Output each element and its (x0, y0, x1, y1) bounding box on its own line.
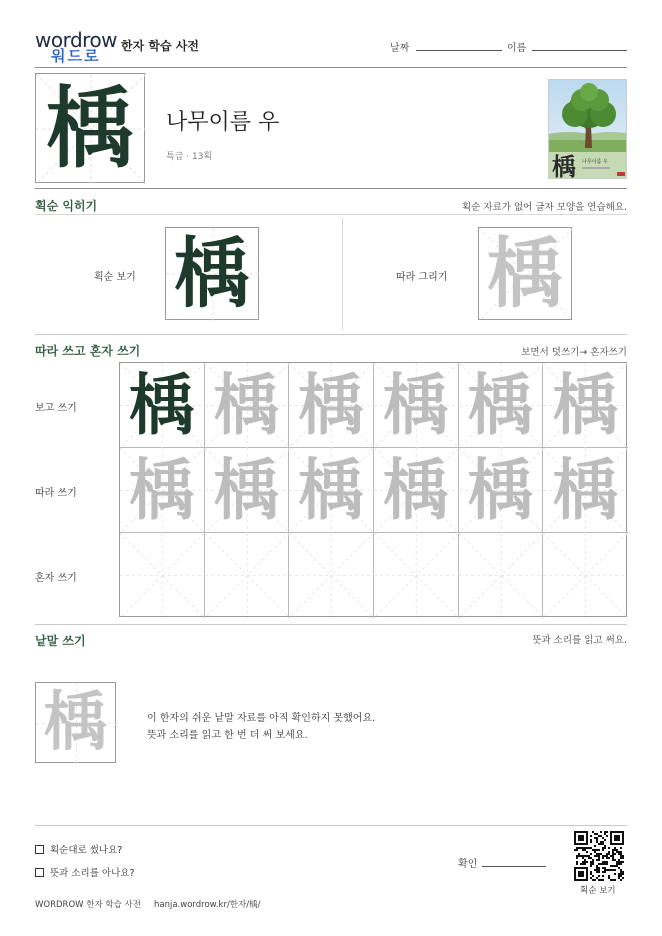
stroke-bottom-divider (35, 334, 627, 335)
name-field[interactable] (532, 50, 627, 51)
stroke-section-note: 획순 자료가 없어 글자 모양을 연습해요. (462, 202, 627, 213)
native-message-line2: 뜻과 소리를 읽고 한 번 더 써 보세요. (147, 730, 308, 741)
checkbox[interactable] (35, 868, 44, 877)
confirm-field[interactable] (482, 866, 546, 867)
trace-character: 楀 (467, 366, 534, 444)
grade-strokes: 특급 · 13획 (166, 152, 213, 162)
date-field[interactable] (416, 50, 502, 51)
tree-thumbnail (548, 79, 627, 179)
checklist-item-meaning[interactable] (35, 865, 135, 879)
trace-box[interactable] (478, 227, 572, 320)
confirm-label: 확인 (458, 859, 478, 870)
header-divider (35, 67, 627, 68)
write-section-note: 보면서 덧쓰기→ 혼자쓰기 (521, 347, 627, 358)
trace-label: 따라 그리기 (396, 272, 448, 283)
footer-divider (35, 825, 627, 826)
guide-lines (289, 533, 374, 618)
trace-character: 楀 (552, 366, 619, 444)
logo-korean: 워드로 (51, 47, 101, 65)
stroke-section-separator (342, 218, 343, 330)
stroke-view-label: 획순 보기 (94, 272, 136, 283)
grid-cell[interactable] (459, 363, 544, 448)
write-section-title: 따라 쓰고 혼자 쓰기 (35, 344, 141, 358)
footer-brand: WORDROW 한자 학습 사전 (35, 900, 141, 910)
grid-cell[interactable] (205, 363, 290, 448)
hero-character-box (35, 73, 145, 183)
hero-character: 楀 (45, 76, 134, 180)
grid-cell[interactable] (459, 533, 544, 618)
guide-lines (205, 533, 290, 618)
trace-character: 楀 (213, 366, 280, 444)
thumb-character: 楀 (552, 152, 576, 179)
grid-cell[interactable] (459, 448, 544, 533)
trace-character: 楀 (382, 451, 449, 529)
trace-character: 楀 (487, 228, 563, 318)
stroke-section-title: 획순 익히기 (35, 199, 98, 213)
checklist-item-stroke-order[interactable] (35, 842, 122, 856)
date-label: 날짜 (390, 43, 410, 54)
grid-cell[interactable] (120, 448, 205, 533)
grid-cell[interactable] (374, 448, 459, 533)
grid-cell[interactable] (120, 533, 205, 618)
meaning-sound: 나무이름 우 (166, 110, 280, 135)
row-label-trace: 따라 쓰기 (35, 488, 77, 499)
trace-character: 楀 (213, 451, 280, 529)
grid-cell[interactable] (374, 363, 459, 448)
grid-cell[interactable] (205, 533, 290, 618)
native-section-note: 뜻과 소리를 읽고 써요. (532, 635, 627, 646)
qr-code-image (574, 831, 624, 881)
name-label: 이름 (507, 43, 527, 54)
stroke-view-character: 楀 (174, 228, 250, 318)
trace-character: 楀 (552, 451, 619, 529)
qr-code[interactable] (574, 831, 624, 881)
logo-english: wordrow (35, 28, 118, 52)
native-section-title: 낱말 쓰기 (35, 634, 86, 648)
writing-grid (119, 362, 627, 617)
header-title: 한자 학습 사전 (121, 39, 199, 53)
footer-url[interactable]: hanja.wordrow.kr/한자/楀/ (154, 900, 261, 910)
checkbox[interactable] (35, 845, 44, 854)
grid-cell[interactable] (543, 533, 628, 618)
stroke-section-rule (35, 214, 627, 215)
trace-character: 楀 (298, 366, 365, 444)
trace-character: 楀 (298, 451, 365, 529)
grid-cell[interactable] (543, 448, 628, 533)
wordrow-logo (35, 28, 118, 65)
grid-cell[interactable] (289, 448, 374, 533)
guide-lines (374, 533, 459, 618)
grid-cell[interactable] (120, 363, 205, 448)
trace-character: 楀 (128, 451, 195, 529)
grid-cell[interactable] (374, 533, 459, 618)
hero-divider (35, 188, 627, 189)
row-label-solo: 혼자 쓰기 (35, 573, 77, 584)
grid-cell[interactable] (543, 363, 628, 448)
grid-cell[interactable] (289, 533, 374, 618)
trace-character: 楀 (467, 451, 534, 529)
stroke-view-box (165, 227, 259, 320)
grid-cell[interactable] (205, 448, 290, 533)
checklist-label: 획순대로 썼나요? (50, 845, 123, 856)
grid-bottom-divider (35, 624, 627, 625)
tree-illustration (549, 80, 627, 179)
grid-cell[interactable] (289, 363, 374, 448)
native-message-line1: 이 한자의 쉬운 낱말 자료를 아직 확인하지 못했어요. (147, 713, 376, 724)
native-character: 楀 (43, 684, 108, 760)
row-label-view: 보고 쓰기 (35, 403, 77, 414)
native-practice-box[interactable] (35, 682, 116, 763)
qr-caption: 획순 보기 (580, 886, 616, 896)
checklist-label: 뜻과 소리를 아나요? (50, 868, 135, 879)
trace-character: 楀 (382, 366, 449, 444)
guide-lines (543, 533, 628, 618)
model-character: 楀 (128, 366, 195, 444)
guide-lines (120, 533, 205, 618)
guide-lines (459, 533, 544, 618)
thumb-caption: 나무이름 우 (582, 159, 608, 165)
